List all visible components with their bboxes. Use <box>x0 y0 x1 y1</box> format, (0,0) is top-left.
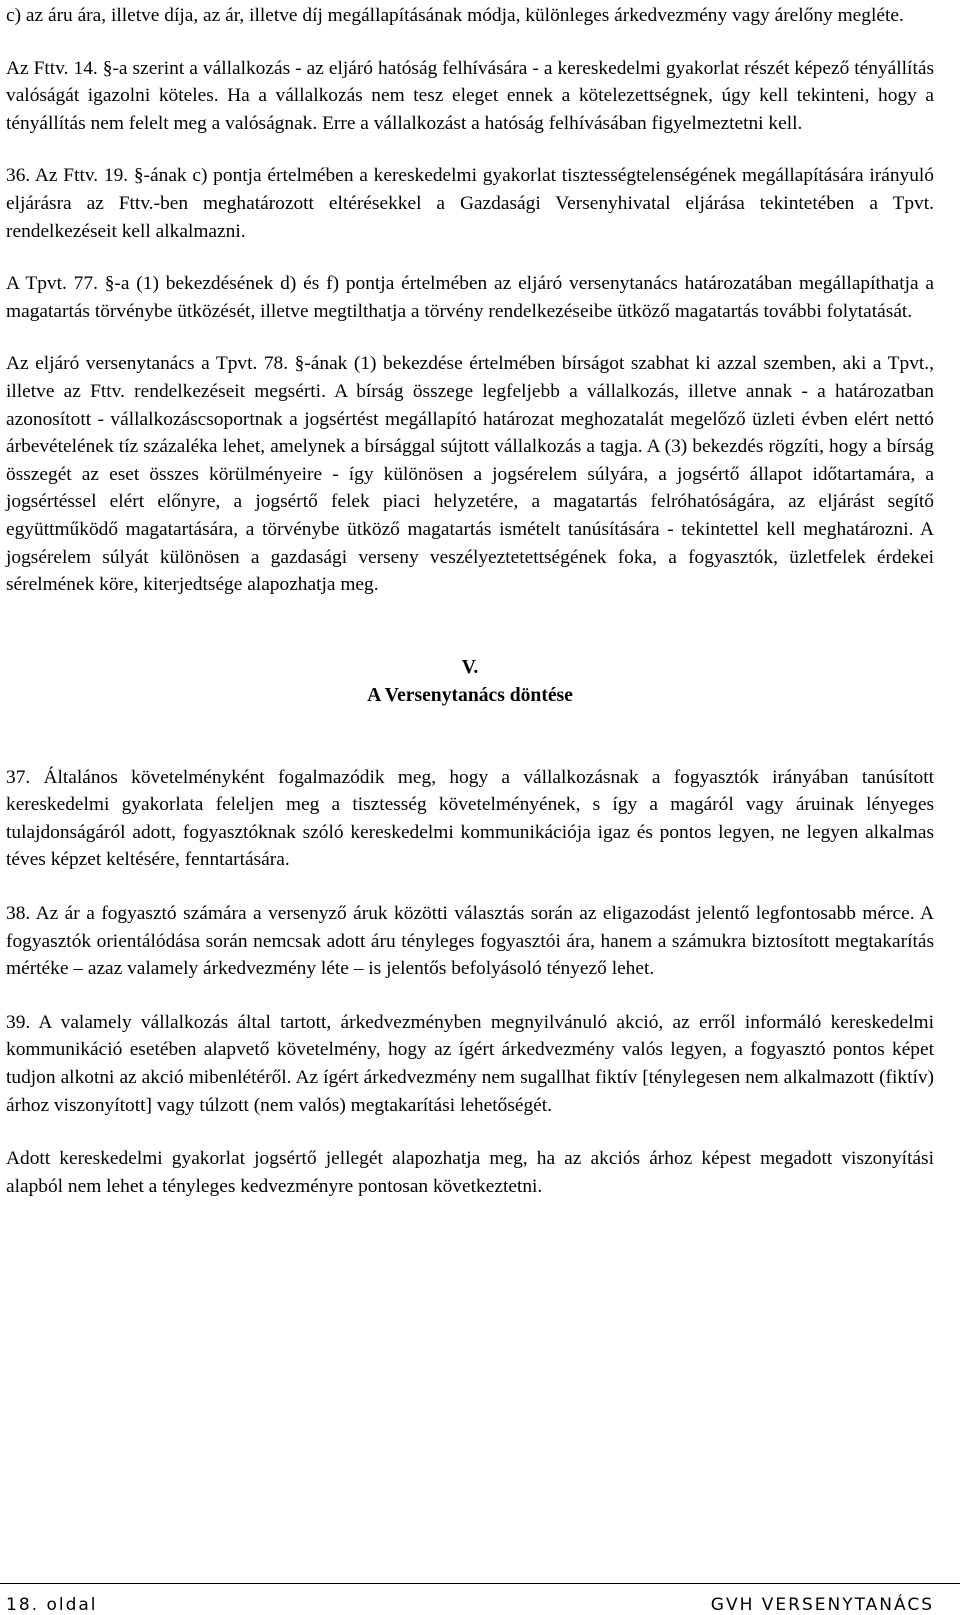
footer-organization: GVH VERSENYTANÁCS <box>710 1595 934 1615</box>
paragraph-36: 36. Az Fttv. 19. §-ának c) pontja értelmében a kereskedelmi gyakorlat tisztességtelenségének megállapítására irányuló eljárásra az Fttv.-ben meghatározott eltérésekkel a Gazdasági Versenyhivatal eljárása tekintetében a Tpvt. rendelkezéseit kell alkalmazni. <box>6 165 934 242</box>
section-heading <box>6 654 934 710</box>
paragraph-39: 39. A valamely vállalkozás által tartott, árkedvezményben megnyilvánuló akció, az erről informáló kereskedelmi kommunikáció esetében alapvető követelmény, hogy az ígért árkedvezmény valós legyen, a fogyasztó pontos képet tudjon alkotni az akció mibenlétéről. Az ígért árkedvezmény nem sugallhat fiktív [ténylegesen nem alkalmazott (fiktív) árhoz viszonyított] vagy túlzott (nem valós) megtakarítási lehetőségét. <box>6 1011 934 1116</box>
section-title: A Versenytanács döntése <box>367 684 573 706</box>
paragraph-tpvt-77: A Tpvt. 77. §-a (1) bekezdésének d) és f) pontja értelmében az eljáró versenytanács határozatában megállapíthatja a magatartás törvénybe ütközését, illetve megtilthatja a törvény rendelkezéseibe ütköző magatartás további folytatását. <box>6 273 934 322</box>
page-number: 18. oldal <box>6 1595 98 1615</box>
paragraph-tpvt-78: Az eljáró versenytanács a Tpvt. 78. §-ának (1) bekezdése értelmében bírságot szabhat ki azzal szemben, aki a Tpvt., illetve az Fttv. rendelkezéseit megsérti. A bírság összege legfeljebb a vállalkozás, illetve annak - a határozatban azonosított - vállalkozáscsoportnak a jogsértést megállapító határozat meghozatalát megelőző üzleti évben elért nettó árbevételének tíz százaléka lehet, amelynek a bírsággal sújtott vállalkozás a tagja. A (3) bekezdés rögzíti, hogy a bírság összegét az eset összes körülményeire - így különösen a jogsérelem súlyára, a jogsértő állapot időtartamára, a jogsértéssel elért előnyre, a jogsértő felek piaci helyzetére, a magatartás felróhatóságára, az eljárást segítő együttműködő magatartására, a törvénybe ütköző magatartás ismételt tanúsítására - tekintettel kell meghatározni. A jogsérelem súlyát különösen a gazdasági verseny veszélyeztetettségének foka, a fogyasztók, üzletfelek érdekei sérelmének köre, kiterjedtsége alapozhatja meg. <box>6 353 934 596</box>
paragraph-price-condition: c) az áru ára, illetve díja, az ár, illetve díj megállapításának módja, különleges árkedvezmény vagy árelőny megléte. <box>6 5 904 26</box>
paragraph-38: 38. Az ár a fogyasztó számára a versenyző áruk közötti választás során az eligazodást jelentő legfontosabb mérce. A fogyasztók orientálódása során nemcsak adott áru tényleges fogyasztói ára, hanem a számukra biztosított megtakarítás mértéke – azaz valamely árkedvezmény léte – is jelentős befolyásoló tényező lehet. <box>6 903 934 980</box>
paragraph-37: 37. Általános követelményként fogalmazódik meg, hogy a vállalkozásnak a fogyasztók irányában tanúsított kereskedelmi gyakorlata feleljen meg a tisztesség követelményének, s így a magáról vagy áruinak lényeges tulajdonságáról adott, fogyasztóknak szóló kereskedelmi kommunikációja igaz és pontos legyen, ne legyen alkalmas téves képzet keltésére, fenntartására. <box>6 766 934 871</box>
section-number: V. <box>461 656 479 678</box>
paragraph-fttv-14: Az Fttv. 14. §-a szerint a vállalkozás - az eljáró hatóság felhívására - a kereskedelmi gyakorlat részét képező tényállítás valóságát igazolni köteles. Ha a vállalkozás nem tesz eleget ennek a kötelezettségnek, úgy kell tekinteni, hogy a tényállítás nem felelt meg a valóságnak. Erre a vállalkozást a hatóság felhívásában figyelmeztetni kell. <box>6 57 934 134</box>
page-footer <box>0 1583 960 1614</box>
paragraph-conclusion: Adott kereskedelmi gyakorlat jogsértő jellegét alapozhatja meg, ha az akciós árhoz képest megadott viszonyítási alapból nem lehet a tényleges kedvezményre pontosan következtetni. <box>6 1148 934 1197</box>
